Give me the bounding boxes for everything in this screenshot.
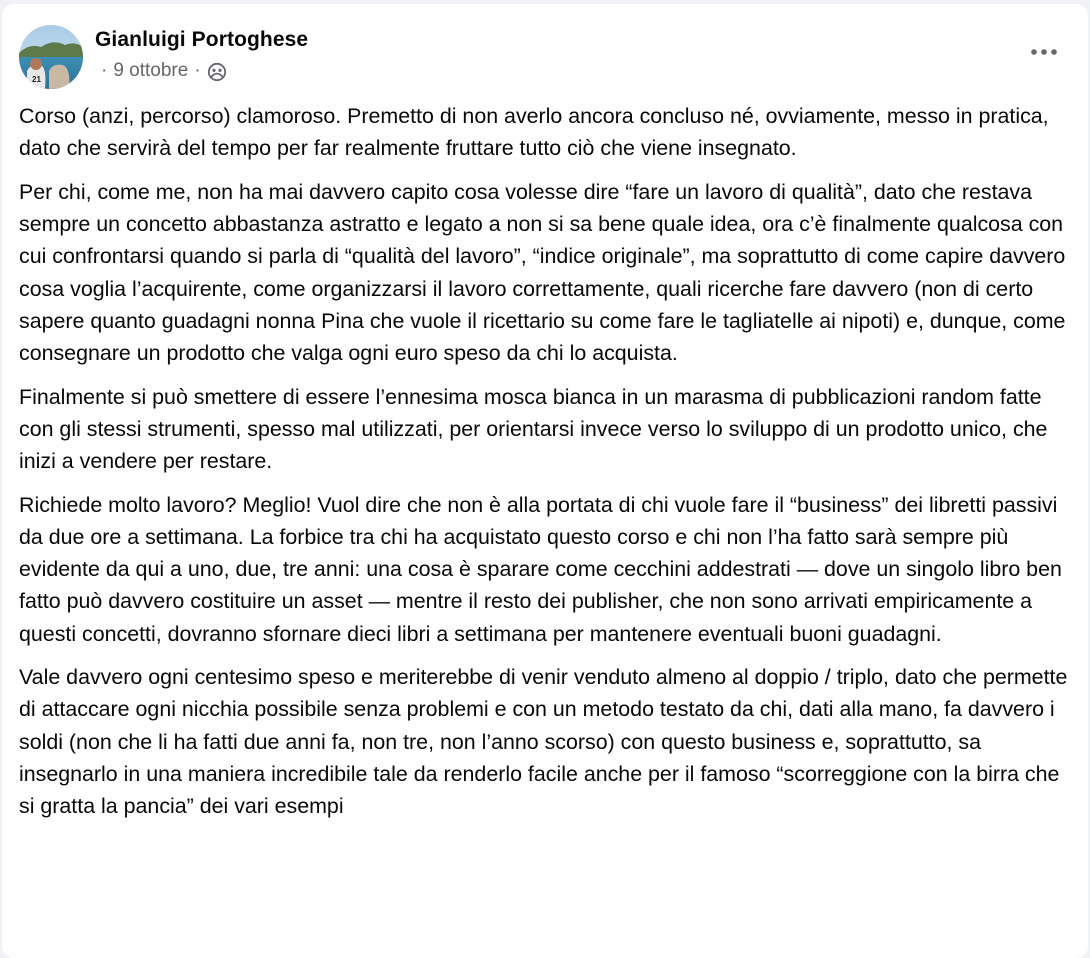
more-options-icon (1030, 48, 1058, 56)
post-paragraph: Vale davvero ogni centesimo speso e meriterebbe di venir venduto almeno al doppio / triplo, dato che permette di attaccare ogni nicchia possibile senza problemi e con un metodo testato da chi, dati alla mano, fa davvero i soldi (non che li ha fatti due anni fa, non tre, non l’anno scorso) con questo business e, soprattutto, sa insegnarlo in una maniera incredibile tale da renderlo facile anche per il famoso “scorreggione con la birra che si gratta la pancia” dei vari esempi (19, 665, 1068, 819)
group-icon[interactable] (207, 62, 227, 82)
meta-separator: · (194, 60, 201, 81)
profile-photo (19, 25, 83, 89)
post-card (2, 4, 1088, 958)
post-date[interactable]: 9 ottobre (113, 60, 189, 81)
post-meta (101, 60, 227, 82)
post-paragraph: Finalmente si può smettere di essere l’ennesima mosca bianca in un marasma di pubblicazioni random fatte con gli stessi strumenti, spesso mal utilizzati, per orientarsi invece verso lo sviluppo di un prodotto unico, che inizi a vendere per restare. (19, 384, 1048, 474)
meta-dot: · (101, 60, 108, 81)
avatar[interactable] (19, 25, 83, 89)
author-name[interactable]: Gianluigi Portoghese (95, 28, 309, 51)
post-paragraph: Corso (anzi, percorso) clamoroso. Premetto di non averlo ancora concluso né, ovviamente, messo in pratica, dato che servirà del tempo per far realmente fruttare tutto ciò che viene insegnato. (19, 104, 1049, 161)
avatar-shirt-print: 21 (32, 75, 41, 84)
post-paragraph: Richiede molto lavoro? Meglio! Vuol dire che non è alla portata di chi vuole fare il “business” dei libretti passivi da due ore a settimana. La forbice tra chi ha acquistato questo corso e chi non l’ha fatto sarà sempre più evidente da qui a uno, due, tre anni: una cosa è sparare come cecchini addestrati — dove un singolo libro ben fatto può davvero costituire un asset — mentre il resto dei publisher, che non sono arrivati empiricamente a questi concetti, dovranno sfornare dieci libri a settimana per mantenere eventuali buoni guadagni. (19, 492, 1062, 646)
post-paragraph: Per chi, come me, non ha mai davvero capito cosa volesse dire “fare un lavoro di qualità”, dato che restava sempre un concetto abbastanza astratto e legato a non si sa bene quale idea, ora c’è finalmente qualcosa con cui confrontarsi quando si parla di “qualità del lavoro”, “indice originale”, ma soprattutto di come capire davvero cosa voglia l’acquirente, come organizzarsi il lavoro correttamente, quali ricerche fare davvero (non di certo sapere quanto guadagni nonna Pina che vuole il ricettario su come fare le tagliatelle ai nipoti) e, dunque, come consegnare un prodotto che valga ogni euro speso da chi lo acquista. (19, 179, 1066, 365)
more-options-button[interactable] (1022, 34, 1066, 70)
post-body (19, 100, 1069, 834)
